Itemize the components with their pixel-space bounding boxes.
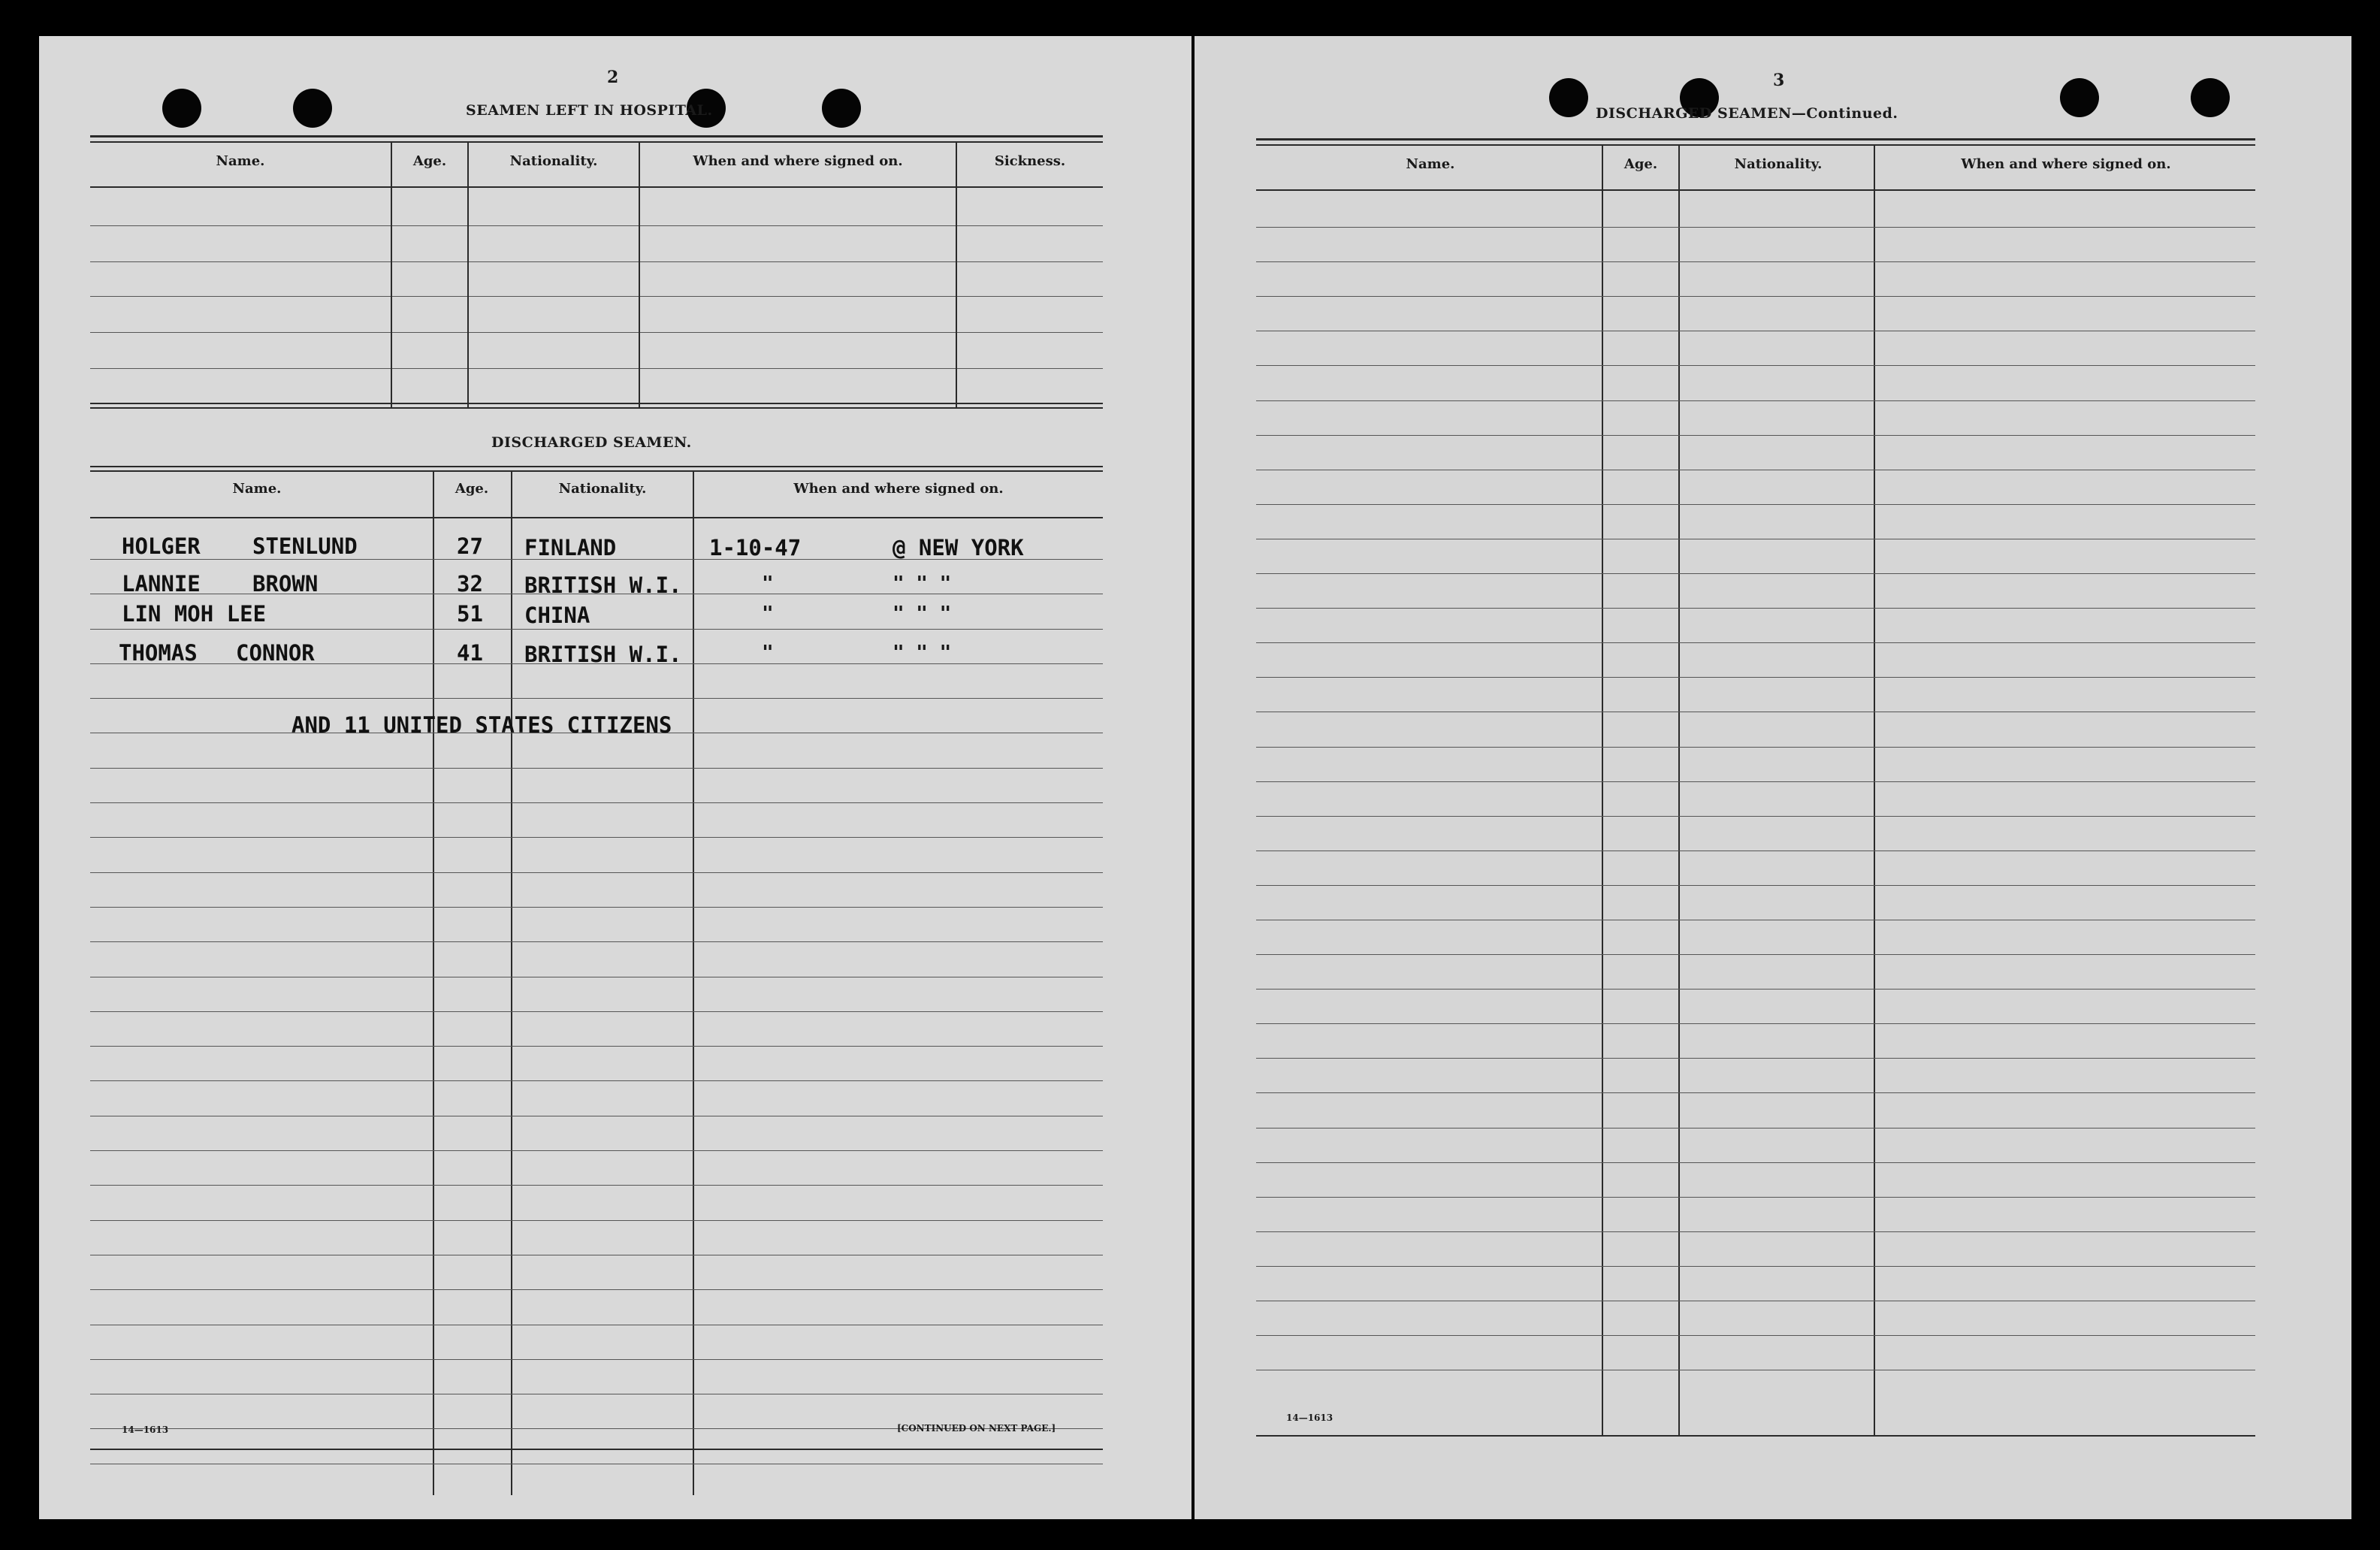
row-line: [1256, 1197, 2255, 1198]
table-rule: [90, 1449, 1103, 1450]
column-header-nationality: Nationality.: [509, 153, 598, 169]
table-rule: [90, 470, 1103, 472]
row-line: [90, 1080, 1103, 1081]
ditto-mark: ": [762, 573, 774, 595]
seaman-last-name: BROWN: [252, 571, 319, 597]
seaman-first-name: LIN MOH LEE: [122, 601, 267, 627]
table-rule: [90, 403, 1103, 404]
ditto-mark: " " ": [892, 573, 952, 595]
seaman-age: 27: [457, 533, 483, 559]
left-page: [39, 36, 1192, 1519]
row-line: [1256, 1231, 2255, 1232]
row-line: [1256, 1128, 2255, 1129]
punch-hole: [2060, 78, 2099, 117]
row-line: [90, 1220, 1103, 1221]
row-line: [90, 225, 1103, 226]
row-line: [1256, 1092, 2255, 1093]
table-rule: [90, 186, 1103, 188]
row-line: [90, 1185, 1103, 1186]
row-line: [1256, 573, 2255, 574]
column-divider: [433, 470, 434, 1495]
row-line: [90, 332, 1103, 333]
punch-hole: [1549, 78, 1588, 117]
row-line: [90, 907, 1103, 908]
row-line: [1256, 400, 2255, 401]
seaman-last-name: STENLUND: [252, 533, 358, 559]
row-line: [1256, 1335, 2255, 1336]
column-header-age: Age.: [1623, 156, 1658, 172]
seaman-nationality: BRITISH W.I.: [524, 642, 682, 667]
column-divider: [467, 141, 469, 407]
table-rule: [1256, 189, 2255, 191]
row-line: [1256, 816, 2255, 817]
column-divider: [1874, 144, 1875, 1435]
section-title-hospital: SEAMEN LEFT IN HOSPITAL.: [466, 102, 713, 119]
row-line: [90, 261, 1103, 262]
row-line: [1256, 747, 2255, 748]
form-number: 14—1613: [1286, 1413, 1333, 1423]
seaman-age: 51: [457, 601, 483, 627]
table-rule: [90, 466, 1103, 467]
signed-on-place: @ NEW YORK: [892, 535, 1024, 560]
column-divider: [693, 470, 694, 1495]
column-header-signed-on: When and where signed on.: [1961, 156, 2171, 172]
punch-hole: [293, 89, 332, 128]
row-line: [90, 1150, 1103, 1151]
column-divider: [511, 470, 512, 1495]
citizens-note: AND 11 UNITED STATES CITIZENS: [291, 712, 672, 738]
section-title-discharged: DISCHARGED SEAMEN.: [491, 434, 692, 451]
row-line: [90, 698, 1103, 699]
row-line: [1256, 435, 2255, 436]
punch-hole: [822, 89, 861, 128]
column-divider: [1678, 144, 1680, 1435]
form-number: 14—1613: [122, 1425, 169, 1435]
column-header-name: Name.: [216, 153, 265, 169]
row-line: [1256, 227, 2255, 228]
row-line: [1256, 504, 2255, 505]
table-rule: [90, 135, 1103, 137]
row-line: [90, 872, 1103, 873]
column-header-name: Name.: [1406, 156, 1455, 172]
row-line: [1256, 885, 2255, 886]
table-rule: [90, 407, 1103, 409]
row-line: [1256, 1058, 2255, 1059]
row-line: [90, 1046, 1103, 1047]
row-line: [90, 802, 1103, 803]
row-line: [1256, 781, 2255, 782]
row-line: [1256, 1023, 2255, 1024]
column-divider: [391, 141, 392, 407]
row-line: [1256, 1162, 2255, 1163]
row-line: [90, 629, 1103, 630]
row-line: [90, 768, 1103, 769]
row-line: [90, 1359, 1103, 1360]
page-number: 2: [607, 68, 619, 87]
row-line: [90, 368, 1103, 369]
row-line: [1256, 1266, 2255, 1267]
row-line: [90, 941, 1103, 942]
row-line: [1256, 608, 2255, 609]
ditto-mark: ": [762, 603, 774, 625]
table-rule: [1256, 144, 2255, 146]
table-rule: [1256, 138, 2255, 140]
row-line: [90, 296, 1103, 297]
column-header-age: Age.: [455, 481, 489, 497]
row-line: [1256, 989, 2255, 990]
row-line: [1256, 296, 2255, 297]
punch-hole: [162, 89, 201, 128]
row-line: [90, 1289, 1103, 1290]
row-line: [1256, 261, 2255, 262]
ditto-mark: " " ": [892, 642, 952, 664]
seaman-age: 41: [457, 640, 483, 666]
column-header-nationality: Nationality.: [1734, 156, 1823, 172]
column-header-signed-on: When and where signed on.: [693, 153, 903, 169]
page-number: 3: [1773, 71, 1785, 90]
seaman-first-name: HOLGER: [122, 533, 201, 559]
punch-hole: [2191, 78, 2230, 117]
seaman-nationality: FINLAND: [524, 535, 617, 560]
continued-note: [CONTINUED ON NEXT PAGE.]: [897, 1423, 1056, 1434]
column-divider: [639, 141, 640, 407]
column-header-name: Name.: [232, 481, 282, 497]
column-divider: [1602, 144, 1603, 1435]
column-header-signed-on: When and where signed on.: [793, 481, 1004, 497]
column-header-nationality: Nationality.: [558, 481, 647, 497]
row-line: [1256, 642, 2255, 643]
seaman-first-name: THOMAS: [119, 640, 198, 666]
table-rule: [90, 141, 1103, 143]
column-header-sickness: Sickness.: [994, 153, 1066, 169]
ditto-mark: ": [762, 642, 774, 664]
seaman-last-name: CONNOR: [236, 640, 315, 666]
right-page: [1195, 36, 2351, 1519]
seaman-nationality: CHINA: [524, 603, 590, 628]
seaman-first-name: LANNIE: [122, 571, 201, 597]
ditto-mark: " " ": [892, 603, 952, 625]
row-line: [90, 837, 1103, 838]
section-title-discharged-continued: DISCHARGED SEAMEN—Continued.: [1596, 105, 1898, 122]
column-divider: [956, 141, 957, 407]
signed-on-date: 1-10-47: [709, 535, 802, 560]
seaman-nationality: BRITISH W.I.: [524, 573, 682, 598]
table-rule: [1256, 1435, 2255, 1437]
seaman-age: 32: [457, 571, 483, 597]
row-line: [1256, 677, 2255, 678]
row-line: [1256, 365, 2255, 366]
row-line: [90, 1011, 1103, 1012]
column-header-age: Age.: [412, 153, 447, 169]
row-line: [1256, 954, 2255, 955]
table-rule: [90, 517, 1103, 518]
